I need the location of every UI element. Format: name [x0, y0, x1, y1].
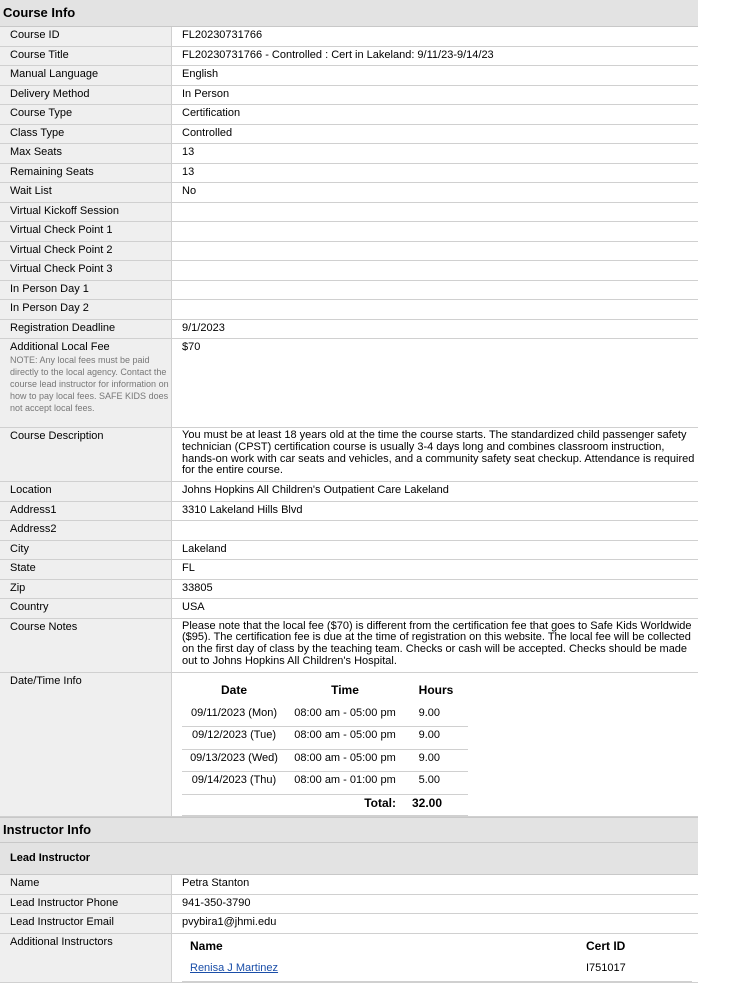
- ins-header-cert: Cert ID: [586, 938, 626, 953]
- notes-label: Course Notes: [0, 618, 172, 672]
- course-title-value: FL20230731766 - Controlled : Cert in Lakeland: 9/11/23-9/14/23: [172, 46, 699, 66]
- info-row-address1: [0, 501, 698, 521]
- city-value: Lakeland: [172, 540, 699, 560]
- instructor-table: [0, 875, 698, 983]
- wait-list-label: Wait List: [0, 183, 172, 203]
- instructor-name-cell: [182, 959, 578, 982]
- instructor-name-link[interactable]: Renisa J Martinez: [190, 961, 279, 974]
- virtual-kickoff-session-label: Virtual Kickoff Session: [0, 202, 172, 222]
- info-row-class-type: [0, 124, 698, 144]
- dt-total-label: Total:: [286, 794, 404, 816]
- class-type-label: Class Type: [0, 124, 172, 144]
- delivery-method-label: Delivery Method: [0, 85, 172, 105]
- address2-label: Address2: [0, 521, 172, 541]
- in-person-day-2-value: [172, 300, 699, 320]
- additional-instructors-cell: [172, 933, 699, 983]
- local-fee-label-cell: [0, 339, 172, 428]
- description-value: You must be at least 18 years old at the time the course starts. The standardized child passenger safety technician (CPST) certification course is usually 3-4 days long and combines classroom instruction, hands-on work with car seats and vehicles, and a community safety seat checkup. Attendance is required for the entire course.: [172, 428, 699, 482]
- instructor-cert-id: I751017: [578, 959, 692, 982]
- name-value: Petra Stanton: [172, 875, 699, 894]
- info-row-manual-language: [0, 66, 698, 86]
- dt-hours: 9.00: [404, 727, 468, 750]
- info-row-course-title: [0, 46, 698, 66]
- max-seats-value: 13: [172, 144, 699, 164]
- address1-value: 3310 Lakeland Hills Blvd: [172, 501, 699, 521]
- local-fee-value: $70: [172, 339, 699, 428]
- location-label: Location: [0, 482, 172, 502]
- local-fee-label: Additional Local Fee: [10, 341, 110, 353]
- dt-time: 08:00 am - 05:00 pm: [286, 705, 404, 727]
- dt-total-value: 32.00: [404, 794, 468, 816]
- virtual-check-point-2-label: Virtual Check Point 2: [0, 241, 172, 261]
- in-person-day-2-label: In Person Day 2: [0, 300, 172, 320]
- info-row-zip: [0, 579, 698, 599]
- info-row-course-type: [0, 105, 698, 125]
- country-label: Country: [0, 599, 172, 619]
- info-row-state: [0, 560, 698, 580]
- country-value: USA: [172, 599, 699, 619]
- instructor-row: [182, 959, 692, 982]
- notes-value: Please note that the local fee ($70) is different from the certification fee that goes to Safe Kids Worldwide ($95). The certification fee is due at the time of registration on this website. The local fee will be collected on the first day of class by the teaching team. Checks or cash will be accepted. Checks should be made out to Johns Hopkins All Children's Hospital.: [172, 618, 699, 672]
- course-title-label: Course Title: [0, 46, 172, 66]
- manual-language-value: English: [172, 66, 699, 86]
- info-row-course-id: [0, 27, 698, 46]
- remaining-seats-label: Remaining Seats: [0, 163, 172, 183]
- wait-list-value: No: [172, 183, 699, 203]
- info-row-wait-list: [0, 183, 698, 203]
- instructor-info-heading: Instructor Info: [0, 817, 698, 843]
- lead-instructor-phone-label: Lead Instructor Phone: [0, 894, 172, 914]
- description-label: Course Description: [0, 428, 172, 482]
- lead-instructor-phone-value: 941-350-3790: [172, 894, 699, 914]
- dt-row: [182, 749, 468, 772]
- course-type-label: Course Type: [0, 105, 172, 125]
- dt-hours: 5.00: [404, 772, 468, 795]
- info-row-in-person-day-1: [0, 280, 698, 300]
- virtual-check-point-3-label: Virtual Check Point 3: [0, 261, 172, 281]
- name-label: Name: [0, 875, 172, 894]
- in-person-day-1-value: [172, 280, 699, 300]
- dt-date: 09/11/2023 (Mon): [182, 705, 286, 727]
- dt-row: [182, 772, 468, 795]
- dt-date: 09/14/2023 (Thu): [182, 772, 286, 795]
- info-row-virtual-check-point-1: [0, 222, 698, 242]
- local-fee-note: NOTE: Any local fees must be paid directly to the local agency. Contact the course lead instructor for information on how to pay local fees. SAFE KIDS does not accept local fees.: [10, 355, 169, 413]
- info-row-virtual-check-point-2: [0, 241, 698, 261]
- info-row-location: [0, 482, 698, 502]
- course-info-heading: Course Info: [0, 0, 698, 27]
- manual-language-label: Manual Language: [0, 66, 172, 86]
- zip-value: 33805: [172, 579, 699, 599]
- info-row-virtual-kickoff-session: [0, 202, 698, 222]
- delivery-method-value: In Person: [172, 85, 699, 105]
- address1-label: Address1: [0, 501, 172, 521]
- virtual-kickoff-session-value: [172, 202, 699, 222]
- info-row-lead-instructor-phone: [0, 894, 698, 914]
- zip-label: Zip: [0, 579, 172, 599]
- info-row-max-seats: [0, 144, 698, 164]
- registration-deadline-label: Registration Deadline: [0, 319, 172, 339]
- dt-time: 08:00 am - 05:00 pm: [286, 727, 404, 750]
- dt-header-time: Time: [331, 682, 359, 697]
- info-row-local-fee: [0, 339, 698, 428]
- info-row-city: [0, 540, 698, 560]
- dt-hours: 9.00: [404, 705, 468, 727]
- dt-header-date: Date: [220, 682, 247, 697]
- dt-row: [182, 705, 468, 727]
- dt-total-row: [182, 794, 468, 816]
- info-row-country: [0, 599, 698, 619]
- course-type-value: Certification: [172, 105, 699, 125]
- virtual-check-point-2-value: [172, 241, 699, 261]
- dt-date: 09/12/2023 (Tue): [182, 727, 286, 750]
- virtual-check-point-1-value: [172, 222, 699, 242]
- dt-time: 08:00 am - 01:00 pm: [286, 772, 404, 795]
- info-row-remaining-seats: [0, 163, 698, 183]
- datetime-table: [182, 681, 468, 817]
- lead-instructor-heading: Lead Instructor: [0, 843, 698, 875]
- info-row-lead-instructor-email: [0, 914, 698, 934]
- registration-deadline-value: 9/1/2023: [172, 319, 699, 339]
- dt-header-hours: Hours: [418, 682, 454, 697]
- city-label: City: [0, 540, 172, 560]
- dt-date: 09/13/2023 (Wed): [182, 749, 286, 772]
- remaining-seats-value: 13: [172, 163, 699, 183]
- virtual-check-point-3-value: [172, 261, 699, 281]
- in-person-day-1-label: In Person Day 1: [0, 280, 172, 300]
- dt-row: [182, 727, 468, 750]
- lead-instructor-email-label: Lead Instructor Email: [0, 914, 172, 934]
- dt-time: 08:00 am - 05:00 pm: [286, 749, 404, 772]
- location-value: Johns Hopkins All Children's Outpatient Care Lakeland: [172, 482, 699, 502]
- additional-instructors-table: [182, 938, 692, 983]
- info-row-delivery-method: [0, 85, 698, 105]
- class-type-value: Controlled: [172, 124, 699, 144]
- additional-instructors-label: Additional Instructors: [0, 933, 172, 983]
- datetime-cell: [172, 672, 699, 817]
- ins-header-name: Name: [190, 938, 223, 953]
- course-id-value: FL20230731766: [172, 27, 699, 46]
- dt-hours: 9.00: [404, 749, 468, 772]
- info-row-description: [0, 428, 698, 482]
- info-row-in-person-day-2: [0, 300, 698, 320]
- max-seats-label: Max Seats: [0, 144, 172, 164]
- lead-instructor-email-value: pvybira1@jhmi.edu: [172, 914, 699, 934]
- info-row-registration-deadline: [0, 319, 698, 339]
- info-row-name: [0, 875, 698, 894]
- datetime-label: Date/Time Info: [0, 672, 172, 817]
- course-info-table: [0, 27, 698, 817]
- info-row-virtual-check-point-3: [0, 261, 698, 281]
- state-label: State: [0, 560, 172, 580]
- course-id-label: Course ID: [0, 27, 172, 46]
- dt-total-spacer: [182, 794, 286, 816]
- virtual-check-point-1-label: Virtual Check Point 1: [0, 222, 172, 242]
- state-value: FL: [172, 560, 699, 580]
- address2-value: [172, 521, 699, 541]
- info-row-additional-instructors: [0, 933, 698, 983]
- info-row-notes: [0, 618, 698, 672]
- info-row-address2: [0, 521, 698, 541]
- info-row-datetime: [0, 672, 698, 817]
